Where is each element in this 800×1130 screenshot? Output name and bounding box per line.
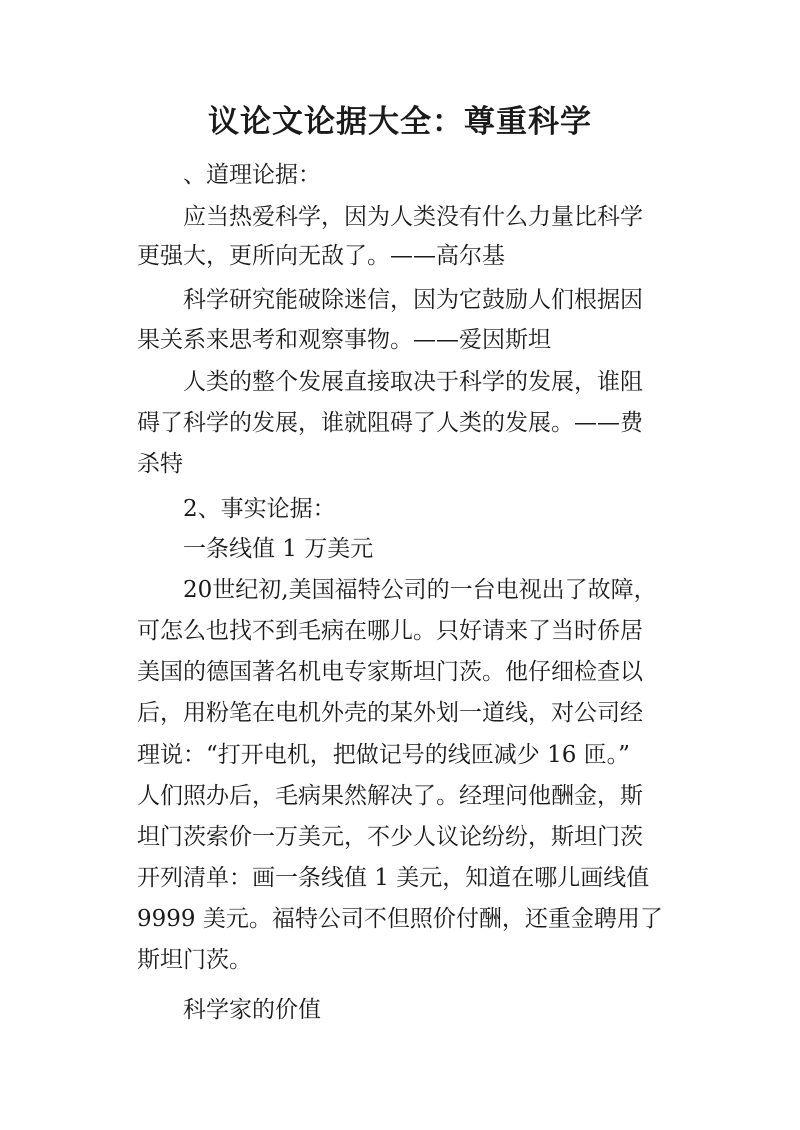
text-line: 更强大，更所向无敌了。——高尔基: [137, 243, 505, 269]
text-line: 2、事实论据：: [183, 496, 336, 522]
text-line: 可怎么也找不到毛病在哪儿。只好请来了当时侨居: [137, 618, 643, 644]
text-line: 斯坦门茨。: [137, 947, 252, 973]
text-line: 科学家的价值: [183, 997, 321, 1023]
text-line: 人们照办后，毛病果然解决了。经理问他酬金，斯: [137, 783, 643, 809]
text-line: 应当热爱科学，因为人类没有什么力量比科学: [183, 204, 643, 230]
text-line: 一条线值 1 万美元: [183, 536, 374, 562]
text-line: 美国的德国著名机电专家斯坦门茨。他仔细检查以: [137, 659, 643, 685]
document-title: 议论文论据大全：尊重科学: [208, 104, 592, 140]
text-line: 开列清单：画一条线值 1 美元，知道在哪儿画线值: [137, 865, 650, 891]
text-line: 坦门茨索价一万美元，不少人议论纷纷，斯坦门茨: [137, 824, 643, 850]
text-line: 杀特: [137, 451, 183, 477]
text-line: 9999 美元。福特公司不但照价付酬，还重金聘用了: [137, 906, 663, 932]
text-line: 理说：“打开电机，把做记号的线匝减少 16 匝。”: [137, 742, 630, 768]
text-line: 碍了科学的发展，谁就阻碍了人类的发展。——费: [137, 410, 643, 436]
text-line: 、道理论据：: [183, 162, 321, 188]
text-line: 20世纪初,美国福特公司的一台电视出了故障，: [183, 577, 657, 603]
text-line: 果关系来思考和观察事物。——爱因斯坦: [137, 327, 551, 353]
text-line: 人类的整个发展直接取决于科学的发展，谁阻: [183, 369, 643, 395]
text-line: 科学研究能破除迷信，因为它鼓励人们根据因: [183, 287, 643, 313]
text-line: 后，用粉笔在电机外壳的某外划一道线，对公司经: [137, 700, 643, 726]
